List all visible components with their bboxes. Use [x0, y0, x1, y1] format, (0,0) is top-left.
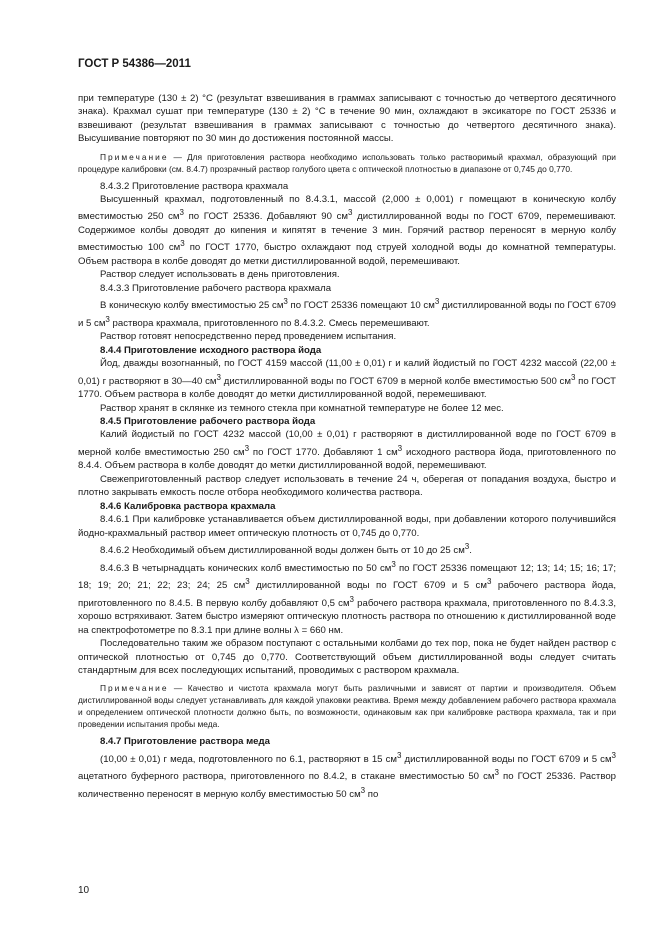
paragraph: 8.4.6.2 Необходимый объем дистиллированной воды должен быть от 10 до 25 $см^3$.	[100, 541, 472, 557]
paragraph: 8.4.7 Приготовление раствора меда	[100, 736, 270, 748]
paragraph: 8.4.6.1 При калибровке устанавливается объем дистиллированной воды, при добавлении которого получившийся йодно-крахмальный раствор имеет оптическую плотность от 0,745 до 0,770.	[78, 514, 616, 539]
paragraph: Раствор следует использовать в день приготовления.	[100, 269, 340, 281]
paragraph: Раствор готовят непосредственно перед проведением испытания.	[100, 331, 397, 343]
page-number: 10	[78, 885, 90, 896]
paragraph: Раствор хранят в склянке из темного стекла при комнатной температуре не более 12 мес.	[100, 402, 504, 414]
paragraph: В коническую колбу вместимостью 25 $см^3$ по ГОСТ 25336 помещают 10 $см^3$ дистиллированной воды по ГОСТ 6709 и 5 $см^3$ раствора крахмала, приготовленного по 8.4.3.2. Смесь перемешивают.	[78, 297, 617, 330]
paragraph: Йод, дважды возогнанный, по ГОСТ 4159 массой (11,00 ± 0,01) г и калий йодистый по ГОСТ 4232 массой (22,00 ± 0,01) г растворяют в 30—40 $см^3$ дистиллированной воды по ГОСТ 6709 в мерной колбе вместимостью 500 $см^3$ по ГОСТ 1770. Объем раствора в колбе доводят до метки дистиллированной водой, перемешивают.	[78, 358, 617, 401]
paragraph: 8.4.3.2 Приготовление раствора крахмала	[100, 180, 289, 192]
document-body	[78, 92, 616, 802]
paragraph: 8.4.5 Приготовление рабочего раствора йода	[100, 416, 316, 428]
paragraph: 8.4.3.3 Приготовление рабочего раствора крахмала	[100, 282, 332, 294]
note-paragraph: Примечание — Качество и чистота крахмала могут быть различными и зависят от партии и производителя. Объем дистиллированной воды следует устанавливать для каждой упаковки реактива. Время между добавлением рабочего раствора крахмала и определением оптической плотности должно быть, по возможности, одинаковым как при калибровке раствора крахмала, так и при проведении испытания пробы меда.	[78, 683, 616, 730]
paragraph: (10,00 ± 0,01) г меда, подготовленного по 6.1, растворяют в 15 $см^3$ дистиллированной воды по ГОСТ 6709 и 5 $см^3$ ацетатного буферного раствора, приготовленного по 8.4.2, в стакане вместимостью 50 $см^3$ по ГОСТ 25336. Раствор количественно переносят в мерную колбу вместимостью 50 $см^3$ по	[78, 750, 616, 801]
note-paragraph: Примечание — Для приготовления раствора необходимо использовать только растворимый крахмал, образующий при процедуре калибровки (см. 8.4.7) прозрачный раствор голубого цвета с оптической плотностью в диапазоне от 0,745 до 0,770.	[78, 151, 616, 174]
paragraph: Высушенный крахмал, подготовленный по 8.4.3.1, массой (2,000 ± 0,001) г помещают в коническую колбу вместимостью 250 $см^3$ по ГОСТ 25336. Добавляют 90 $см^3$ дистиллированной воды по ГОСТ 6709, перемешивают. Содержимое колбы доводят до кипения и кипятят в течение 3 мин. Горячий раствор переносят в мерную колбу вместимостью 100 $см^3$ по ГОСТ 1770, быстро охлаждают под струей холодной воды до комнатной температуры. Объем раствора в колбе доводят до метки дистиллированной водой, перемешивают.	[78, 194, 616, 268]
paragraph: Калий йодистый по ГОСТ 4232 массой (10,00 ± 0,01) г растворяют в дистиллированной воде по ГОСТ 6709 в мерной колбе вместимостью 250 $см^3$ по ГОСТ 1770. Добавляют 1 $см^3$ исходного раствора йода, приготовленного по 8.4.4. Объем раствора в колбе доводят до метки дистиллированной водой, перемешивают.	[78, 429, 616, 472]
paragraph: при температуре (130 ± 2) °С (результат взвешивания в граммах записывают с точностью до четвертого десятичного знака). Крахмал сушат при температуре (130 ± 2) °С в течение 90 мин, охлаждают в эксикаторе по ГОСТ 25336 и взвешивают (результат взвешивания в граммах записывают с точностью до четвертого десятичного знака). Высушивание повторяют по 30 мин до достижения постоянной массы.	[78, 93, 616, 145]
paragraph: 8.4.6.3 В четырнадцать конических колб вместимостью по 50 $см^3$ по ГОСТ 25336 помещают 12; 13; 14; 15; 16; 17; 18; 19; 20; 21; 22; 23; 24; 25 $см^3$ дистиллированной воды по ГОСТ 6709 и 5 $см^3$ рабочего раствора йода, приготовленного по 8.4.5. В первую колбу добавляют 0,5 $см^3$ рабочего раствора крахмала, приготовленного по 8.4.3.3, хорошо встряхивают. Затем быстро измеряют оптическую плотность раствора по отношению к дистиллированной воде на спектрофотометре по 8.3.1 при длине волны λ = 660 нм.	[78, 559, 616, 636]
paragraph: 8.4.4 Приготовление исходного раствора йода	[100, 344, 322, 356]
document-page	[78, 58, 616, 802]
paragraph: Свежеприготовленный раствор следует использовать в течение 24 ч, оберегая от попадания воздуха, быстро и плотно закрывать емкость после отбора необходимого количества раствора.	[78, 473, 616, 499]
paragraph: 8.4.6 Калибровка раствора крахмала	[100, 500, 276, 512]
document-header: ГОСТ Р 54386—2011	[78, 58, 191, 70]
paragraph: Последовательно таким же образом поступают с остальными колбами до тех пор, пока не будет найден раствор с оптической плотностью от 0,745 до 0,770. Соответствующий объем дистиллированной воды следует считать стандартным для всех последующих испытаний, проводимых с раствором крахмала.	[78, 638, 616, 676]
